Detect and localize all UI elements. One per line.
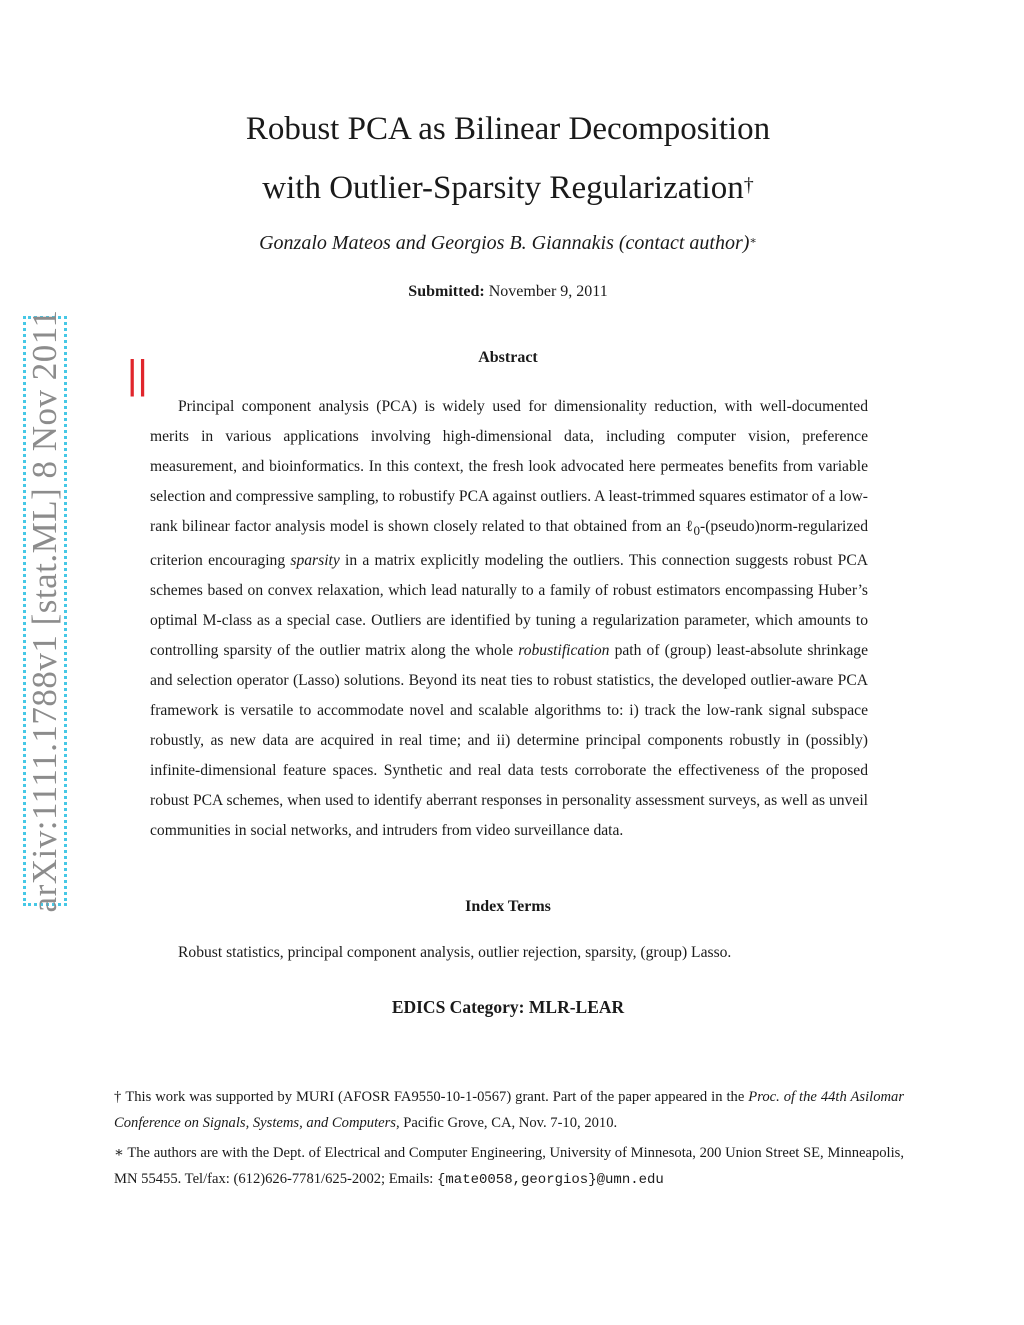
author-names: Gonzalo Mateos and Georgios B. Giannakis (contact author) — [259, 232, 750, 254]
abstract-body — [150, 392, 868, 846]
footnote-star-mark: ∗ — [114, 1145, 124, 1161]
paper-title-line-2-text: with Outlier-Sparsity Regularization — [262, 170, 744, 206]
ell-zero-subscript: 0 — [693, 523, 700, 539]
footnote-funding-text-1: This work was supported by MURI (AFOSR FA9550-10-1-0567) grant. Part of the paper appeared in the — [121, 1089, 749, 1105]
abstract-text-3: in a matrix explicitly modeling the outliers. This connection suggests robust PCA schemes based on convex relaxation, which lead naturally to a family of robust estimators encompassing Huber’s optimal M-class as a special case. Outliers are identified by tuning a regularization parameter, which amounts to controlling sparsity of the outlier matrix along the whole — [150, 552, 869, 660]
submitted-label: Submitted: — [408, 283, 485, 300]
abstract-text-1: Principal component analysis (PCA) is widely used for dimensionality reduction, with well-documented merits in various applications involving high-dimensional data, including computer vision, preference measurement, and bioinformatics. In this context, the fresh look advocated here permeates benefits from variable selection and compressive sampling, to robustify PCA against outliers. A least-trimmed squares estimator of a low-rank bilinear factor analysis model is shown closely related to that obtained from an ℓ — [150, 398, 868, 535]
index-terms-heading: Index Terms — [465, 898, 551, 915]
abstract-text-2: -(pseudo)norm-regularized criterion encouraging — [150, 518, 868, 570]
submission-date — [0, 283, 1016, 301]
edics-category: EDICS Category: MLR-LEAR — [391, 997, 625, 1017]
footnote-affiliation-text: The authors are with the Dept. of Electrical and Computer Engineering, University of Minnesota, 200 Union Street SE, Minneapolis, MN 55455. Tel/fax: (612)626-7781/625-2002; Emails: — [114, 1145, 904, 1187]
footnote-affiliation — [114, 1140, 904, 1193]
footnote-email-addresses: {mate0058,georgios}@umn.edu — [436, 1172, 664, 1188]
footnote-dagger-mark: † — [114, 1089, 122, 1105]
abstract-emphasis-robustification: robustification — [518, 642, 610, 660]
abstract-text-4: path of (group) least-absolute shrinkage and selection operator (Lasso) solutions. Beyond its neat ties to robust statistics, the developed outlier-aware PCA framework is versatile to accommodate novel and scalable algorithms to: i) track the low-rank signal subspace robustly, as new data are acquired in real time; and ii) determine principal components robustly in (possibly) infinite-dimensional feature spaces. Synthetic and real data tests corroborate the effectiveness of the proposed robust PCA schemes, when used to identify aberrant responses in personality assessment surveys, as well as unveil communities in social networks, and intruders from video surveillance data. — [150, 642, 868, 840]
arxiv-identifier-stamp: arXiv:1111.1788v1 [stat.ML] 8 Nov 2011 — [23, 316, 67, 906]
author-star-mark: ∗ — [749, 235, 757, 247]
footnote-funding — [114, 1084, 904, 1136]
footnote-funding-text-2: , Pacific Grove, CA, Nov. 7-10, 2010. — [395, 1115, 618, 1131]
submitted-date-value: November 9, 2011 — [488, 283, 608, 300]
index-terms-text: Robust statistics, principal component analysis, outlier rejection, sparsity, (group) Lasso. — [178, 944, 732, 961]
abstract-heading: Abstract — [478, 349, 538, 366]
title-dagger-mark: † — [743, 174, 754, 196]
author-list — [0, 232, 1016, 255]
paper-title-line-1: Robust PCA as Bilinear Decomposition — [245, 111, 771, 147]
abstract-emphasis-sparsity: sparsity — [290, 552, 340, 570]
change-bar-marker: || — [127, 353, 148, 397]
footnote-conference-name: Proc. of the 44th Asilomar Conference on Signals, Systems, and Computers — [114, 1089, 905, 1131]
paper-title-line-2 — [0, 168, 1016, 208]
